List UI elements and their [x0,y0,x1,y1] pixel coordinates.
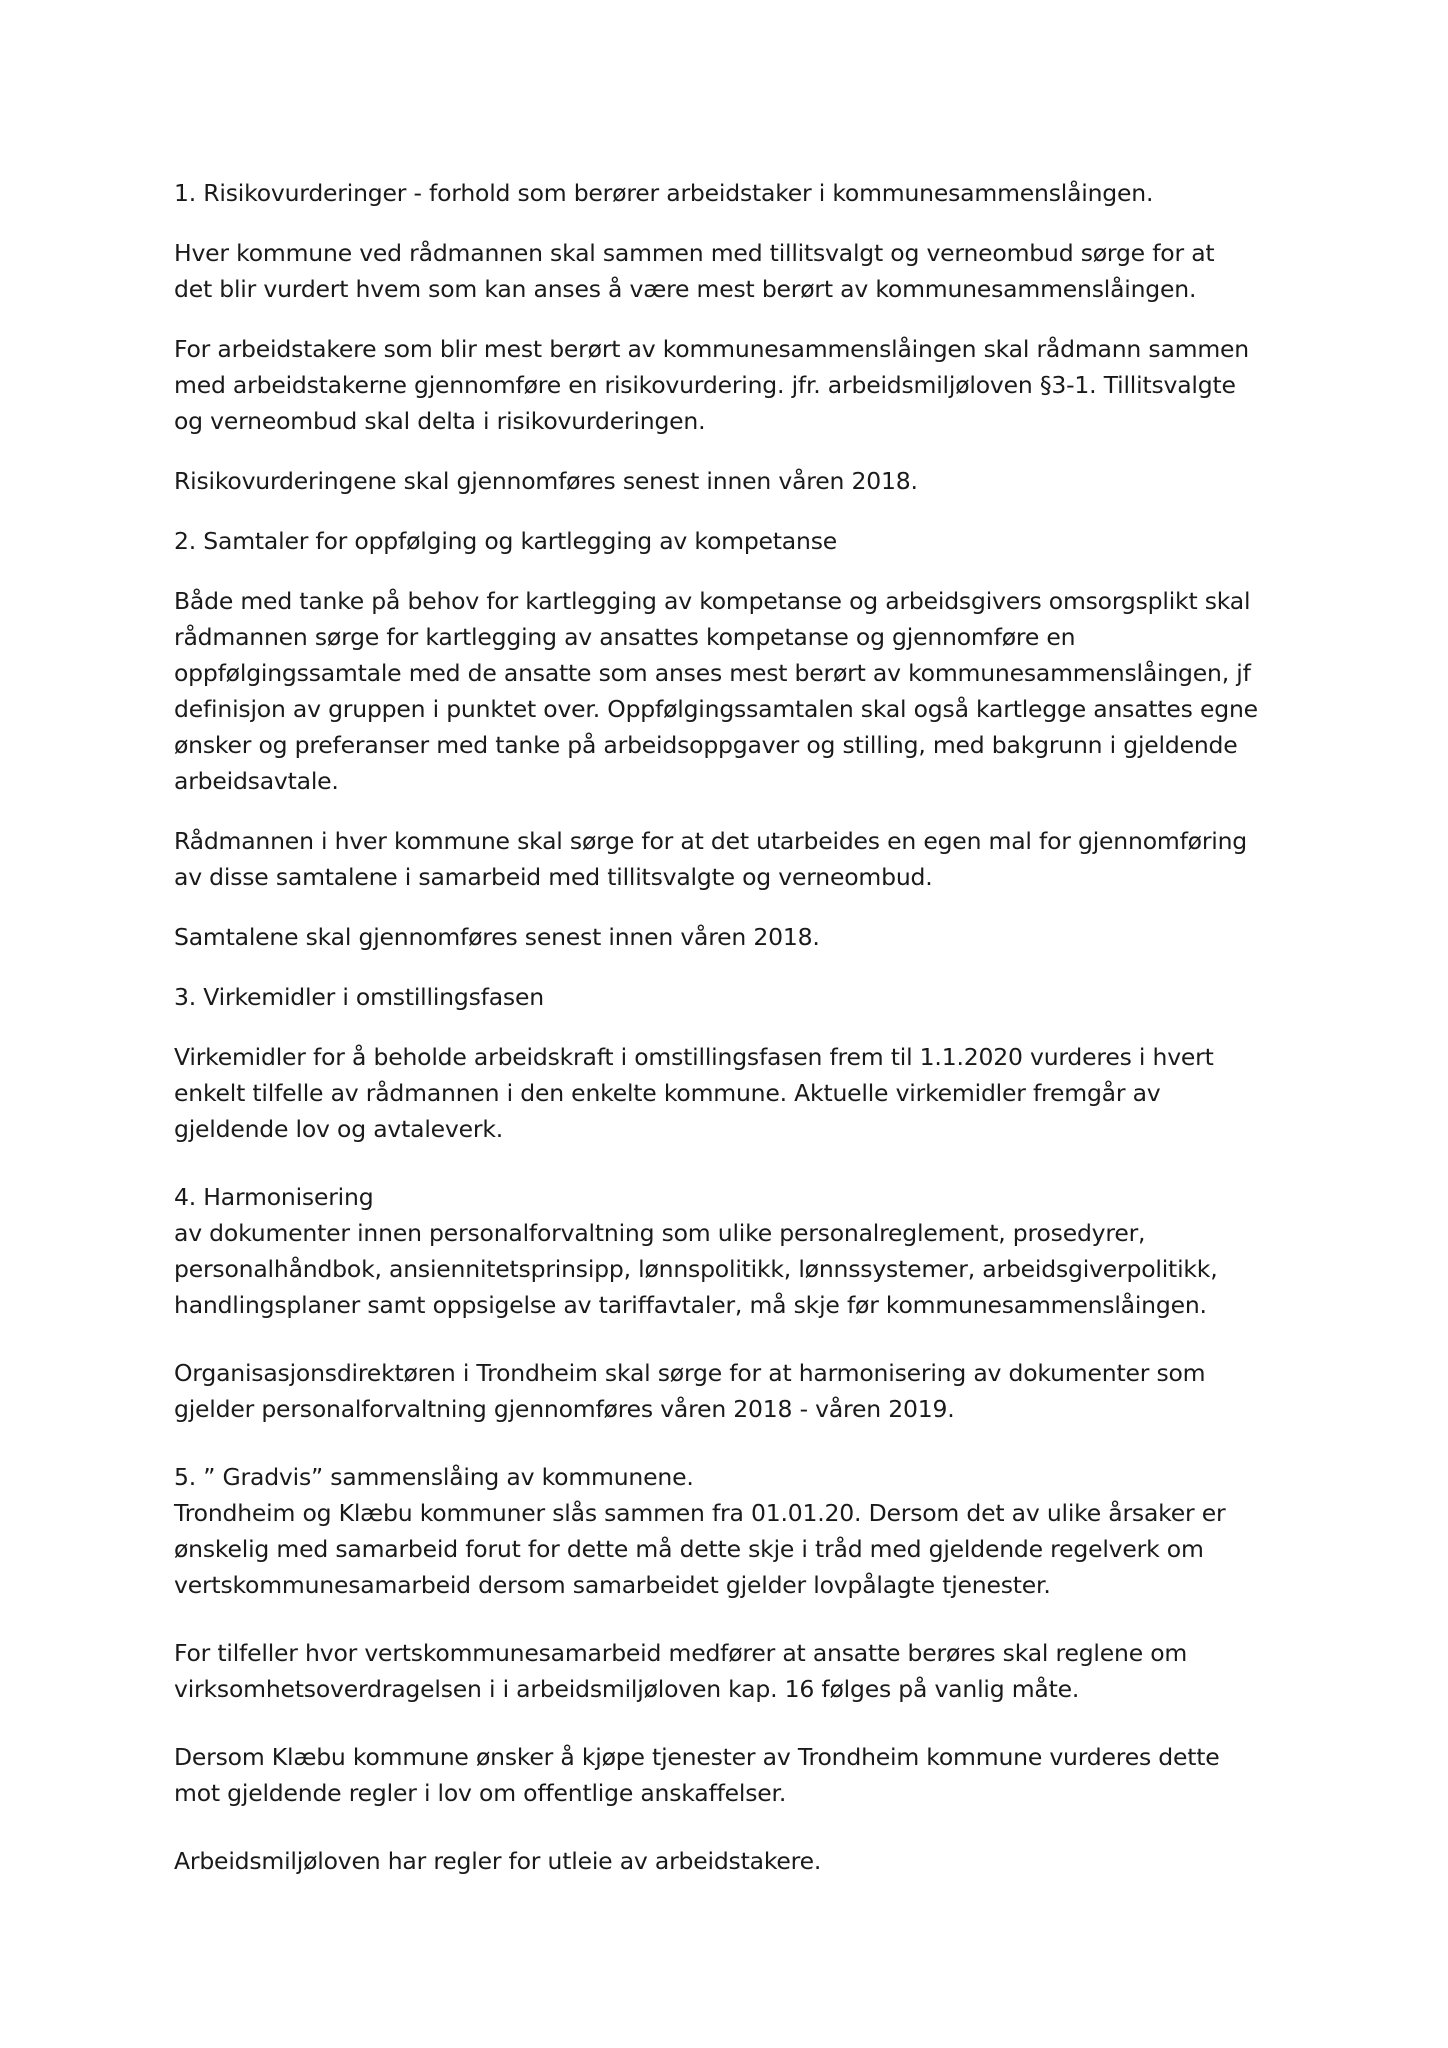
paragraph: Både med tanke på behov for kartlegging av kompetanse og arbeidsgivers omsorgsplikt skal rådmannen sørge for kartlegging av ansattes kompetanse og gjennomføre en oppfølgingssamtale med de ansatte som anses mest berørt av kommunesammenslåingen, jf definisjon av gruppen i punktet over. Oppfølgingssamtalen skal også kartlegge ansattes egne ønsker og preferanser med tanke på arbeidsoppgaver og stilling, med bakgrunn i gjeldende arbeidsavtale. [174,587,1258,795]
section-4-block: 4. Harmonisering av dokumenter innen personalforvaltning som ulike personalreglement, prosedyrer, personalhåndbok, ansiennitetsprinsipp, lønnspolitikk, lønnssystemer, arbeidsgiverpolitikk, handlingsplaner samt oppsigelse av tariffavtaler, må skje før kommunesammenslåingen. [174,1183,1218,1319]
section-2-heading: 2. Samtaler for oppfølging og kartlegging av kompetanse [174,527,838,555]
paragraph: Samtalene skal gjennomføres senest innen våren 2018. [174,923,820,951]
paragraph: Dersom Klæbu kommune ønsker å kjøpe tjenester av Trondheim kommune vurderes dette mot gjeldende regler i lov om offentlige anskaffelser. [174,1743,1220,1807]
paragraph: Arbeidsmiljøloven har regler for utleie av arbeidstakere. [174,1847,822,1875]
document-body [174,175,1294,1879]
paragraph: Virkemidler for å beholde arbeidskraft i omstillingsfasen frem til 1.1.2020 vurderes i hvert enkelt tilfelle av rådmannen i den enkelte kommune. Aktuelle virkemidler fremgår av gjeldende lov og avtaleverk. [174,1043,1214,1143]
paragraph: Risikovurderingene skal gjennomføres senest innen våren 2018. [174,467,918,495]
section-3-heading: 3. Virkemidler i omstillingsfasen [174,983,544,1011]
paragraph: Organisasjonsdirektøren i Trondheim skal sørge for at harmonisering av dokumenter som gjelder personalforvaltning gjennomføres våren 2018 - våren 2019. [174,1359,1206,1423]
paragraph: Hver kommune ved rådmannen skal sammen med tillitsvalgt og verneombud sørge for at det blir vurdert hvem som kan anses å være mest berørt av kommunesammenslåingen. [174,239,1215,303]
paragraph: Rådmannen i hver kommune skal sørge for at det utarbeides en egen mal for gjennomføring av disse samtalene i samarbeid med tillitsvalgte og verneombud. [174,827,1248,891]
paragraph: For arbeidstakere som blir mest berørt av kommunesammenslåingen skal rådmann sammen med arbeidstakerne gjennomføre en risikovurdering. jfr. arbeidsmiljøloven §3-1. Tillitsvalgte og verneombud skal delta i risikovurderingen. [174,335,1249,435]
paragraph: For tilfeller hvor vertskommunesamarbeid medfører at ansatte berøres skal reglene om virksomhetsoverdragelsen i i arbeidsmiljøloven kap. 16 følges på vanlig måte. [174,1639,1188,1703]
section-1-heading: 1. Risikovurderinger - forhold som berører arbeidstaker i kommunesammenslåingen. [174,179,1154,207]
section-5-block: 5. ” Gradvis” sammenslåing av kommunene. Trondheim og Klæbu kommuner slås sammen fra 01.01.20. Dersom det av ulike årsaker er ønskelig med samarbeid forut for dette må dette skje i tråd med gjeldende regelverk om vertskommunesamarbeid dersom samarbeidet gjelder lovpålagte tjenester. [174,1463,1226,1599]
